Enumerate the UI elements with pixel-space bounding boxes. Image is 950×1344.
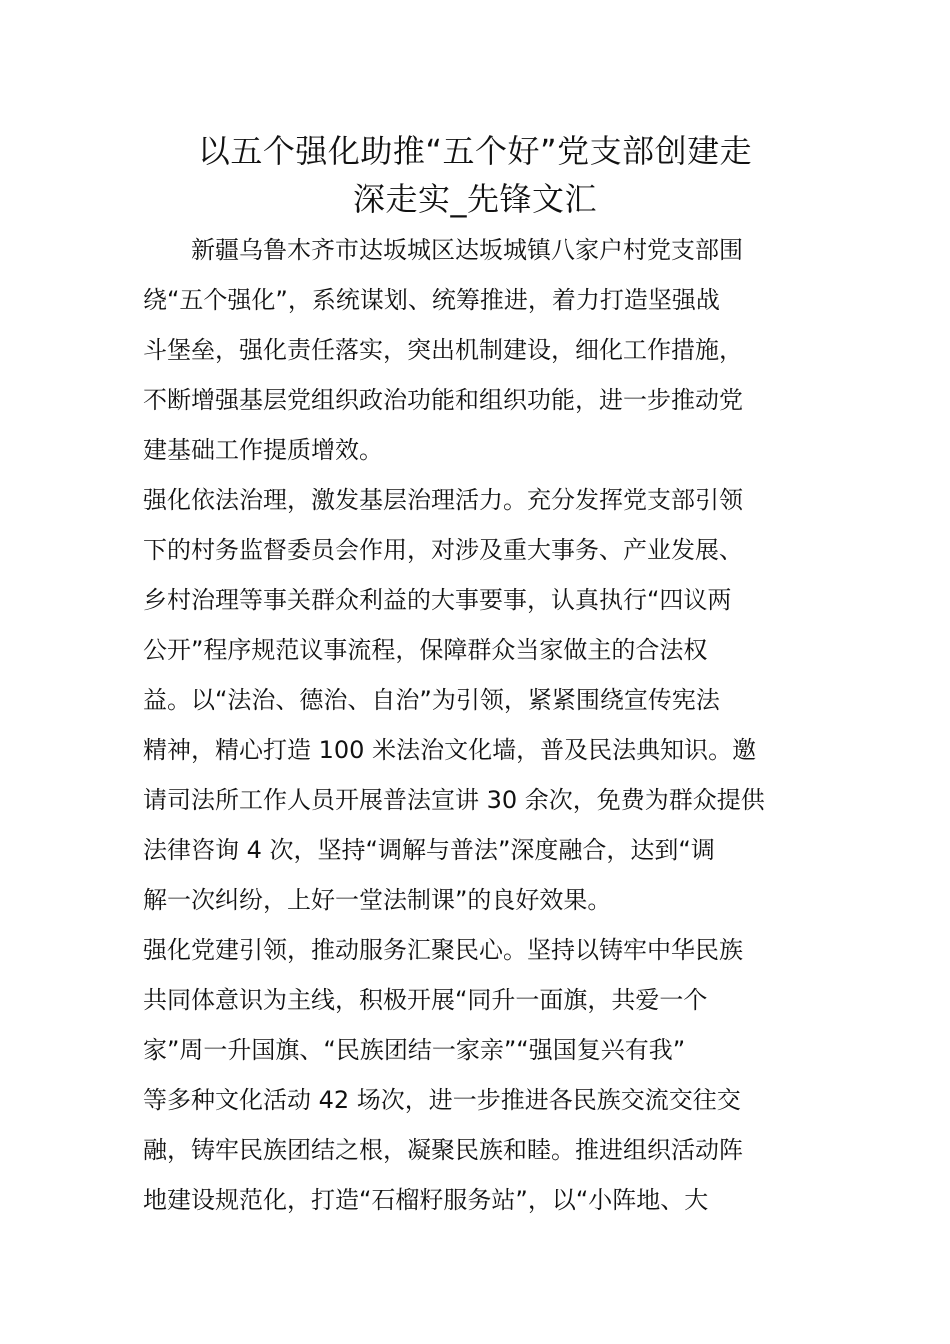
- body-line-3: 斗堡垒，强化责任落实，突出机制建设，细化工作措施，: [143, 336, 743, 364]
- body-line-14: 解一次纠纷，上好一堂法制课”的良好效果。: [143, 886, 612, 914]
- body-line-1: 新疆乌鲁木齐市达坂城区达坂城镇八家户村党支部围: [143, 236, 743, 264]
- body-line-20: 地建设规范化，打造“石榴籽服务站”，以“小阵地、大: [143, 1186, 709, 1214]
- body-line-12: 请司法所工作人员开展普法宣讲 30 余次，免费为群众提供: [143, 786, 765, 814]
- body-line-18: 等多种文化活动 42 场次，进一步推进各民族交流交往交: [143, 1086, 741, 1114]
- body-line-13: 法律咨询 4 次，坚持“调解与普法”深度融合，达到“调: [143, 836, 715, 864]
- body-line-15: 强化党建引领，推动服务汇聚民心。坚持以铸牢中华民族: [143, 936, 743, 964]
- body-line-11: 精神，精心打造 100 米法治文化墙，普及民法典知识。邀: [143, 736, 757, 764]
- body-line-10: 益。以“法治、德治、自治”为引领，紧紧围绕宣传宪法: [143, 686, 720, 714]
- body-line-7: 下的村务监督委员会作用，对涉及重大事务、产业发展、: [143, 536, 743, 564]
- body-line-5: 建基础工作提质增效。: [143, 436, 383, 464]
- body-line-4: 不断增强基层党组织政治功能和组织功能，进一步推动党: [143, 386, 743, 414]
- body-line-8: 乡村治理等事关群众利益的大事要事，认真执行“四议两: [143, 586, 732, 614]
- body-line-16: 共同体意识为主线，积极开展“同升一面旗，共爱一个: [143, 986, 708, 1014]
- body-line-17: 家”周一升国旗、“民族团结一家亲”“强国复兴有我”: [143, 1036, 686, 1064]
- body-line-9: 公开”程序规范议事流程，保障群众当家做主的合法权: [143, 636, 708, 664]
- body-line-2: 绕“五个强化”，系统谋划、统筹推进，着力打造坚强战: [143, 286, 720, 314]
- document-title-line-2: 深走实_先锋文汇: [352, 180, 597, 218]
- body-line-19: 融，铸牢民族团结之根，凝聚民族和睦。推进组织活动阵: [143, 1136, 743, 1164]
- body-line-6: 强化依法治理，激发基层治理活力。充分发挥党支部引领: [143, 486, 743, 514]
- document-title-line-1: 以五个强化助推“五个好”党支部创建走: [197, 132, 753, 170]
